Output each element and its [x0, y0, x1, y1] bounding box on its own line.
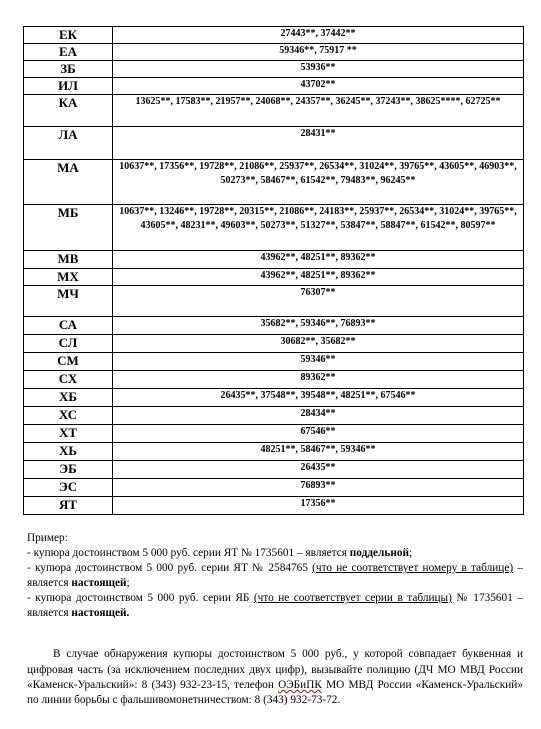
- example-line-1-text: - купюра достоинством 5 000 руб. серии ЯТ № 1735601 – является: [27, 547, 350, 559]
- series-row: [24, 205, 524, 251]
- series-numbers-cell: 59346**, 75917 **: [113, 44, 524, 61]
- series-numbers-cell: 67546**: [113, 425, 524, 443]
- series-code-cell: КА: [24, 95, 113, 127]
- series-code-cell: СХ: [24, 371, 113, 389]
- series-row: [24, 44, 524, 61]
- series-code-cell: ЕА: [24, 44, 113, 61]
- example-line-1-verdict: поддельной: [349, 547, 410, 559]
- series-numbers-cell: 13625**, 17583**, 21957**, 24068**, 24357**, 36245**, 37243**, 38625****, 62725**: [113, 95, 524, 127]
- series-row: [24, 251, 524, 269]
- series-numbers-cell: 28431**: [113, 127, 524, 160]
- series-row: [24, 335, 524, 353]
- series-numbers-cell: 27443**, 37442**: [113, 27, 524, 44]
- example-line-3-text: - купюра достоинством 5 000 руб. серии ЯБ: [27, 592, 254, 604]
- series-row: [24, 461, 524, 479]
- series-code-cell: МБ: [24, 205, 113, 251]
- series-code-cell: ИЛ: [24, 78, 113, 95]
- example-line-3-mid: № 1735601 – является: [27, 592, 523, 619]
- series-numbers-cell: 17356**: [113, 497, 524, 515]
- series-numbers-cell: 53936**: [113, 61, 524, 78]
- series-code-cell: ХТ: [24, 425, 113, 443]
- series-numbers-cell: 26435**: [113, 461, 524, 479]
- example-line-2-note: (что не соответствует номеру в таблице): [312, 562, 514, 574]
- example-line-1: [27, 546, 523, 561]
- series-numbers-cell: 76307**: [113, 286, 524, 317]
- series-row: [24, 95, 524, 127]
- example-line-3-verdict: настоящей.: [71, 607, 130, 619]
- series-code-cell: СА: [24, 317, 113, 335]
- series-row: [24, 371, 524, 389]
- series-row: [24, 425, 524, 443]
- series-numbers-cell: 43702**: [113, 78, 524, 95]
- series-code-cell: МЧ: [24, 286, 113, 317]
- series-row: [24, 286, 524, 317]
- police-notice-text-end: МО МВД России «Каменск-Уральский» по линии борьбы с фальшивомонетничеством: 8 (343) 932-73-72.: [27, 678, 524, 707]
- series-row: [24, 479, 524, 497]
- series-row: [24, 353, 524, 371]
- series-code-cell: ЗБ: [24, 61, 113, 78]
- series-code-cell: ХС: [24, 407, 113, 425]
- example-line-2-text: - купюра достоинством 5 000 руб. серии ЯТ № 2584765: [27, 562, 313, 574]
- example-line-3: [27, 591, 523, 621]
- series-code-cell: ЭБ: [24, 461, 113, 479]
- series-row: [24, 497, 524, 515]
- series-code-cell: МХ: [24, 269, 113, 286]
- series-row: [24, 317, 524, 335]
- series-numbers-cell: 30682**, 35682**: [113, 335, 524, 353]
- series-numbers-cell: 89362**: [113, 371, 524, 389]
- series-row: [24, 61, 524, 78]
- series-code-cell: ЭС: [24, 479, 113, 497]
- series-row: [24, 127, 524, 160]
- example-line-2-verdict: настоящей: [71, 577, 127, 589]
- series-numbers-cell: 76893**: [113, 479, 524, 497]
- example-line-1-end: ;: [409, 547, 413, 559]
- example-line-2: [27, 561, 523, 591]
- series-row: [24, 27, 524, 44]
- police-notice-abbr: ОЭБиПК: [278, 678, 322, 691]
- police-notice-text: В случае обнаружения купюры достоинством 5 000 руб., у которой совпадает буквенная и цифровая часть (за исключением последних двух цифр), вызывайте полицию (ДЧ МО МВД России «Каменск-Уральский»: 8 (343) 932-23-15, телефон: [27, 648, 523, 691]
- series-code-cell: СМ: [24, 353, 113, 371]
- series-numbers-cell: 59346**: [113, 353, 524, 371]
- series-code-cell: МВ: [24, 251, 113, 269]
- example-line-2-mid: – является: [27, 562, 523, 589]
- series-code-cell: ХЬ: [24, 443, 113, 461]
- police-notice-paragraph: [27, 647, 523, 708]
- series-numbers-cell: 26435**, 37548**, 39548**, 48251**, 67546**: [113, 389, 524, 407]
- series-row: [24, 78, 524, 95]
- example-line-2-end: ;: [126, 577, 130, 589]
- series-numbers-cell: 10637**, 17356**, 19728**, 21086**, 25937**, 26534**, 31024**, 39765**, 43605**, 46903**, 50273**, 58467**, 61542**, 79483**, 96245**: [113, 160, 524, 205]
- series-code-cell: ЕК: [24, 27, 113, 44]
- example-line-3-note: (что не соответствует серии в таблицы): [253, 592, 452, 604]
- series-code-cell: СЛ: [24, 335, 113, 353]
- series-numbers-cell: 43962**, 48251**, 89362**: [113, 251, 524, 269]
- example-section: [27, 531, 523, 621]
- banknote-series-table: [23, 26, 524, 515]
- series-numbers-cell: 28434**: [113, 407, 524, 425]
- series-numbers-cell: 43962**, 48251**, 89362**: [113, 269, 524, 286]
- series-row: [24, 443, 524, 461]
- series-numbers-cell: 10637**, 13246**, 19728**, 20315**, 21086**, 24183**, 25937**, 26534**, 31024**, 39765**, 43605**, 48231**, 49603**, 50273**, 51327**, 53847**, 58847**, 61542**, 80597**: [113, 205, 524, 251]
- series-table-body: [24, 27, 524, 515]
- series-row: [24, 407, 524, 425]
- series-row: [24, 160, 524, 205]
- example-heading: Пример:: [27, 532, 68, 544]
- police-notice: [27, 636, 523, 720]
- series-numbers-cell: 48251**, 58467**, 59346**: [113, 443, 524, 461]
- series-row: [24, 269, 524, 286]
- series-row: [24, 389, 524, 407]
- series-numbers-cell: 35682**, 59346**, 76893**: [113, 317, 524, 335]
- series-code-cell: ХБ: [24, 389, 113, 407]
- series-code-cell: МА: [24, 160, 113, 205]
- series-code-cell: ЯТ: [24, 497, 113, 515]
- series-code-cell: ЛА: [24, 127, 113, 160]
